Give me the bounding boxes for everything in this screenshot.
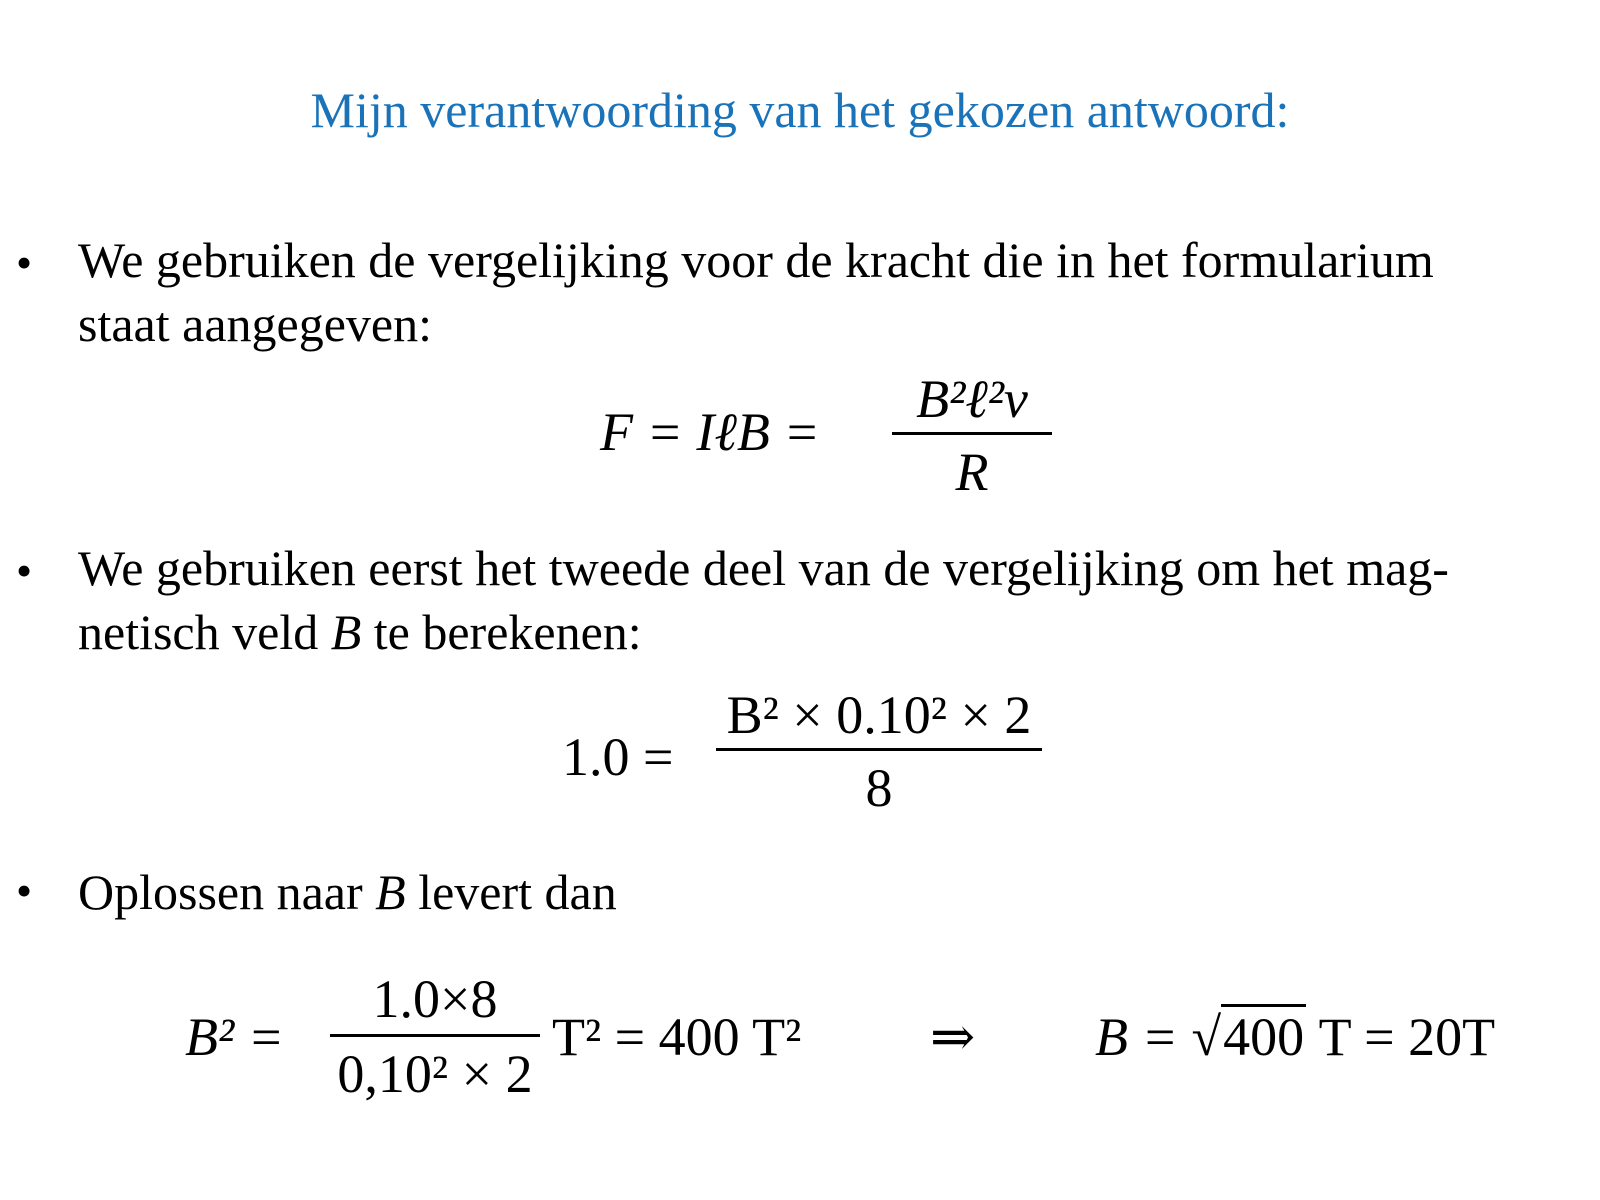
equation-2-fraction-bar	[716, 748, 1042, 751]
bullet-1-dot: •	[16, 237, 33, 288]
equation-2-denominator: 8	[865, 758, 893, 818]
bullet-2-line-2-pre: netisch veld	[78, 604, 331, 660]
equation-2-numerator: B² × 0.10² × 2	[726, 685, 1032, 745]
equation-3-result-post: T = 20T	[1318, 1007, 1496, 1067]
equation-1-denominator: R	[955, 442, 989, 502]
equation-3-lhs	[185, 1007, 285, 1067]
bullet-1-line-1: We gebruiken de vergelijking voor de kracht die in het formularium	[78, 232, 1434, 288]
sqrt-symbol-icon: √	[1191, 1007, 1222, 1067]
equation-3-fraction-bar	[330, 1034, 540, 1037]
bullet-2-line-2-post: te berekenen:	[361, 604, 642, 660]
equation-3-lhs-text: B² =	[185, 1007, 285, 1067]
equation-1-fraction-bar	[892, 432, 1052, 435]
sqrt-radicand: 400	[1221, 1004, 1306, 1067]
equation-3-rhs: T² = 400 T²	[552, 1007, 802, 1067]
bullet-2-variable: B	[330, 604, 362, 660]
equation-3-numerator: 1.0×8	[372, 969, 498, 1029]
bullet-2-text	[78, 536, 1548, 664]
equation-3-result	[1095, 1007, 1496, 1067]
bullet-3-variable: B	[375, 864, 406, 920]
equation-2-lhs: 1.0 =	[562, 727, 674, 787]
equation-1-lhs	[600, 402, 820, 462]
equation-3-result-pre: B =	[1095, 1007, 1178, 1067]
equation-1-numerator: B²ℓ²v	[916, 369, 1028, 429]
bullet-2-dot: •	[16, 545, 33, 596]
equation-3-fraction	[330, 969, 540, 1104]
equation-1-lhs-text: F = IℓB =	[600, 402, 820, 462]
square-root	[1191, 1007, 1306, 1067]
implies-arrow: ⇒	[930, 1007, 976, 1067]
bullet-3-text	[78, 860, 1548, 924]
bullet-3-dot: •	[16, 865, 33, 916]
bullet-2-line-2	[78, 600, 1548, 664]
bullet-3-post: levert dan	[405, 864, 617, 920]
equation-1-fraction	[892, 369, 1052, 502]
equation-3-denominator: 0,10² × 2	[337, 1044, 533, 1104]
equation-2-fraction	[716, 685, 1042, 818]
bullet-1-text	[78, 228, 1548, 356]
bullet-3-pre: Oplossen naar	[78, 864, 376, 920]
bullet-2-line-1: We gebruiken eerst het tweede deel van de vergelijking om het mag-	[78, 540, 1449, 596]
slide-title: Mijn verantwoording van het gekozen antwoord:	[310, 82, 1290, 138]
bullet-1-line-2: staat aangegeven:	[78, 296, 432, 352]
